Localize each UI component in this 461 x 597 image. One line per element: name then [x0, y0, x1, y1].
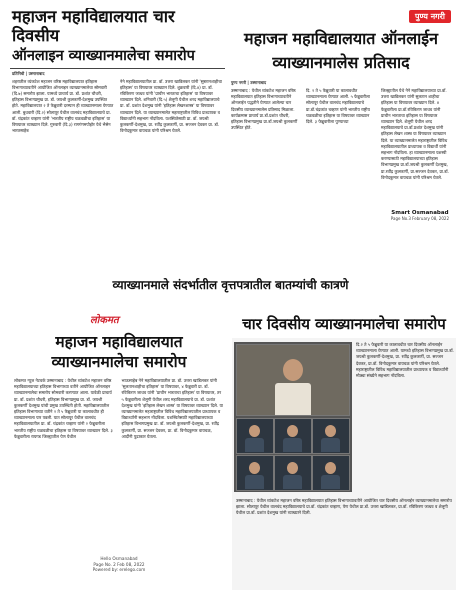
clip1-headline-line2: ऑनलाइन व्याख्यानमालेचा समारोप: [12, 47, 195, 64]
news-clipping-2: [227, 8, 455, 230]
clip2-footer-name: Smart Osmanabad: [391, 210, 449, 216]
clip4-column-2: उस्मानाबाद : येथील व्यंकटेश महाजन वरिष्ठ महाविद्यालयात इतिहास विभागाच्यावतीने आयोजित चार दिवसीय ऑनलाईन व्याख्यानमालेचा समारोप झाला. सोलापूर येथील वालचंद महाविद्यालयाचे प्रा.डॉ. चंद्रकांत चव्हाण, पेण येथील प्रा.डॉ. उत्तरा खाडिलकर, प्रा.डॉ. रविकिरण जाधव व शेलूगी येथील प्रा.डॉ. प्रशांत देशमुख यांनी व्याख्याने दिली.: [236, 498, 452, 516]
clip2-column-3: जिल्ह्यातील येथे नेने महाविद्यालयाच्या प्रा.डॉ. उत्तरा खाडिलकर यांनी सुलतान शाहीचा इतिहास या विषयावर व्याख्यान दिले. ४ फेब्रुवारीला प्रा.डॉ.रविकिरण जाधव यांनी प्राचीन भारताचा इतिहास या विषयावर व्याख्यान दिले. शेलूगी येथील शरद महाविद्यालयाचे प्रा.डॉ.प्रशांत देशमुख यांनी इतिहास लेखन शास्त्र या विषयावर व्याख्यान दिले. या व्याख्यानमालेत महाराष्ट्रातील विविध महाविद्यालयातील प्राध्यापक व विद्यार्थी यांनी सहभाग नोंदविला. हा व्याख्यानमाला यशस्वी करण्यासाठी महाविद्यालयाच्या इतिहास विभागप्रमुख प्रा.डॉ.जयश्री कुलकर्णी देशमुख, प्रा.रवींद्र कुलकर्णी, प्रा.सज्जन देवकर, प्रा.डॉ. विनोदकुमार वायचळ यांनी परिश्रम घेतले.: [381, 88, 449, 180]
clip2-byline: पुण्य नगरी | उस्मानाबाद: [231, 80, 267, 85]
news-clipping-4: [232, 312, 456, 590]
clip3-column-2: भाऊसाहेब नेने महाविद्यालयातील प्रा. डॉ. उत्तरा खाडिलकर यांनी 'सुलतानशाहीचा इतिहास' या विषयावर, ४ फेब्रुवारी प्रा. डॉ. रविकिरण जाधव यांनी 'प्राचीन भारताचा इतिहास' या विषयावर, तर ५ फेब्रुवारीला शेलूगी येथील शरद महाविद्यालयाचे प्रा. डॉ. प्रशांत देशमुख यांनी 'इतिहास लेखन शास्त्र' या विषयावर व्याख्यान दिले. या व्याख्यानमालेत महाराष्ट्रातील विविध महाविद्यालयातील प्राध्यापक व विद्यार्थ्यांनी सहभाग नोंदविला. यशस्वितेसाठी महाविद्यालयाच्या इतिहास विभागप्रमुख प्रा. डॉ. जयश्री कुलकर्णी-देशमुख, प्रा. रवींद्र कुलकर्णी, प्रा. सज्जन देवकर, प्रा. डॉ. विनोदकुमार वायचळ, आदींनी पुढाकार घेतला.: [121, 378, 223, 439]
clip1-column-2: नेने महाविद्यालयातील प्रा. डॉ. उत्तरा खाडिलकर यांनी 'सुस्तानशाहीचा इतिहास' या विषयावर व्याख्यान दिले. शुक्रवारी (दि.४) प्रा. डॉ. रविकिरण जाधव यांनी 'प्राचीन भारताचा इतिहास' या विषयावर व्याख्यान दिले. शनिवारी (दि.५) शेलूगी येथील शरद महाविद्यालयाचे प्रा. डॉ. प्रशांत देशमुख यांनी 'इतिहास लेखनशास्त्र' या विषयावर व्याख्यान दिले. या व्याख्यानमालेत महाराष्ट्रातील विविध प्राध्यापक व विद्यार्थ्यांनी सहभाग नोंदविला. यशस्वितेसाठी प्रा. डॉ. जयश्री कुलकर्णी-देशमुख, प्रा. रवींद्र कुलकर्णी, प्रा. सज्जन देवकर प्रा. डॉ. विनोदकुमार वायचळ यांनी परिश्रम घेतले.: [120, 78, 222, 134]
clip4-headline: चार दिवसीय व्याख्यानमालेचा समारोप: [242, 315, 446, 333]
clip3-footer-page: Page No. 2 Feb 08, 2022: [93, 561, 145, 567]
clip4-column-1: दि.२ ते ५ फेब्रुवारी या कालावधीत चार दिवसीय ऑनलाईन व्याख्यानमाला घेण्यात आली. यामध्ये इतिहास विभागप्रमुख प्रा.डॉ. जयश्री कुलकर्णी-देशमुख, प्रा. रवींद्र कुलकर्णी, प्रा. सज्जन देवकर, प्रा.डॉ. विनोदकुमार वायचळ यांनी परिश्रम घेतले. महाराष्ट्रातील विविध महाविद्यालयातील प्राध्यापक व विद्यार्थ्यांनी मोठ्या संख्येने सहभाग नोंदविला.: [356, 342, 454, 379]
clip1-column-1: शहरातील व्यंकटेश महाजन वरिष्ठ महाविद्यालयात इतिहास विभागाच्यावतीने आयोजित ऑनलाइन व्याख्यानमालेचा सोमवारी (दि.७) समारोप झाला. यामध्ये प्राचार्य प्रा. डॉ. प्रशांत चौधरी, इतिहास विभागप्रमुख प्रा. डॉ. जयश्री कुलकर्णी-देशमुख उपस्थित होते. महाविद्यालयात २ ते फेब्रुवारी दरम्यान ही व्याख्यानमाला घेण्यात आली. बुधवारी (दि.२) सोलापूर येथील वालचंद महाविद्यालयाचे प्रा. डॉ. चंद्रकांत चव्हाण यांनी 'भारतीय राष्ट्रीय चळवळीचा इतिहास' या विषयावर व्याख्यान दिले. गुरुवारी (दि.३) रागगंगमपोहोर येथे भैसेन भारतसाहेब: [12, 78, 114, 134]
clip1-divider: [10, 68, 225, 69]
clip3-column-1: लोकमत न्यूज नेटवर्क उस्मानाबाद : येथील व्यंकटेश महाजन वरिष्ठ महाविद्यालयाच्या इतिहास विभागाच्या वतीने आयोजित ऑनलाइन व्याख्यानमालेचा समारोप सोमवारी करण्यात आला. यावेळी प्राचार्य प्रा. डॉ. प्रशांत चौधरी, इतिहास विभागप्रमुख प्रा. डॉ. जयश्री कुलकर्णी देशमुख यांची प्रमुख उपस्थिती होती. महाविद्यालयातील इतिहास विभागाच्या वतीने २ ते ५ फेब्रुवारी या कालावधीत ही व्याख्यानमाला पार पडली. यात सोलापूर येथील वालचंद महाविद्यालयातील प्रा. डॉ. चंद्रकांत चव्हाण यांनी २ फेब्रुवारीला भारतीय राष्ट्रीय चळवळीचा इतिहास या विषयावर व्याख्यान दिले. ३ फेब्रुवारीला रायगड जिल्ह्यातील पेण येथील: [14, 378, 113, 439]
news-clipping-1: [10, 8, 225, 230]
clip2-column-1: उस्मानाबाद : येथील व्यंकटेश महाजन वरिष्ठ महाविद्यालयात इतिहास विभागाच्यावतीने ऑनलाईन पद्धतीने घेण्यात आलेल्या चार दिवसीय व्याख्यानमालेस प्रतिसाद मिळाला. कार्यक्रमास प्राचार्य प्रा.डॉ.प्रशांत चौधरी, इतिहास विभागप्रमुख प्रा.डॉ.जयश्री कुलकर्णी उपस्थित होते.: [231, 88, 298, 131]
clip3-headline-line2: व्याख्यानमालेचा समारोप: [51, 353, 187, 371]
news-clipping-3: [10, 308, 228, 586]
clip1-headline-line1: महाजन महाविद्यालयात चार दिवसीय: [12, 8, 175, 45]
clip3-headline-line1: महाजन महाविद्यालयात: [55, 333, 183, 351]
participant-tile: [236, 455, 274, 491]
clip1-byline: प्रतिनिधी | उस्मानाबाद: [12, 70, 45, 76]
participant-tile: [312, 455, 350, 491]
clip3-footer-name: Hello Osmanabad: [100, 556, 138, 561]
clippings-caption: व्याख्यानमाले संदर्भातील वृत्तपत्रातील बातम्यांची कात्रणे: [112, 278, 349, 292]
clip2-headline-line2: व्याख्यानमालेस प्रतिसाद: [272, 53, 410, 72]
participant-tile: [274, 418, 312, 454]
clip2-headline-line1: महाजन महाविद्यालयात ऑनलाईन: [244, 29, 438, 48]
lokmat-logo: लोकमत: [90, 315, 119, 326]
participant-tile: [236, 418, 274, 454]
clip3-footer-powered: Powered by: erelego.com: [92, 567, 146, 572]
punya-nagari-logo: पुण्य नगरी: [409, 10, 451, 23]
clip2-footer-page: Page No.3 February 08, 2022: [390, 216, 449, 221]
participant-tile: [274, 455, 312, 491]
participant-tile: [312, 418, 350, 454]
clip2-column-2: दि. २ ते ५ फेब्रुवारी या कालावधीत व्याख्यानमाला घेण्यात आली. ५ फेब्रुवारीला सोलापूर येथील वालचंद महाविद्यालयाचे प्रा.डॉ.चंद्रकांत चव्हाण यांनी भारतीय राष्ट्रीय चळवळीचा इतिहास या विषयावर व्याख्यान दिले. ३ फेब्रुवारीला पुण्याच्या: [306, 88, 370, 125]
main-speaker-tile: [236, 344, 350, 416]
online-lecture-photo: [234, 342, 352, 492]
